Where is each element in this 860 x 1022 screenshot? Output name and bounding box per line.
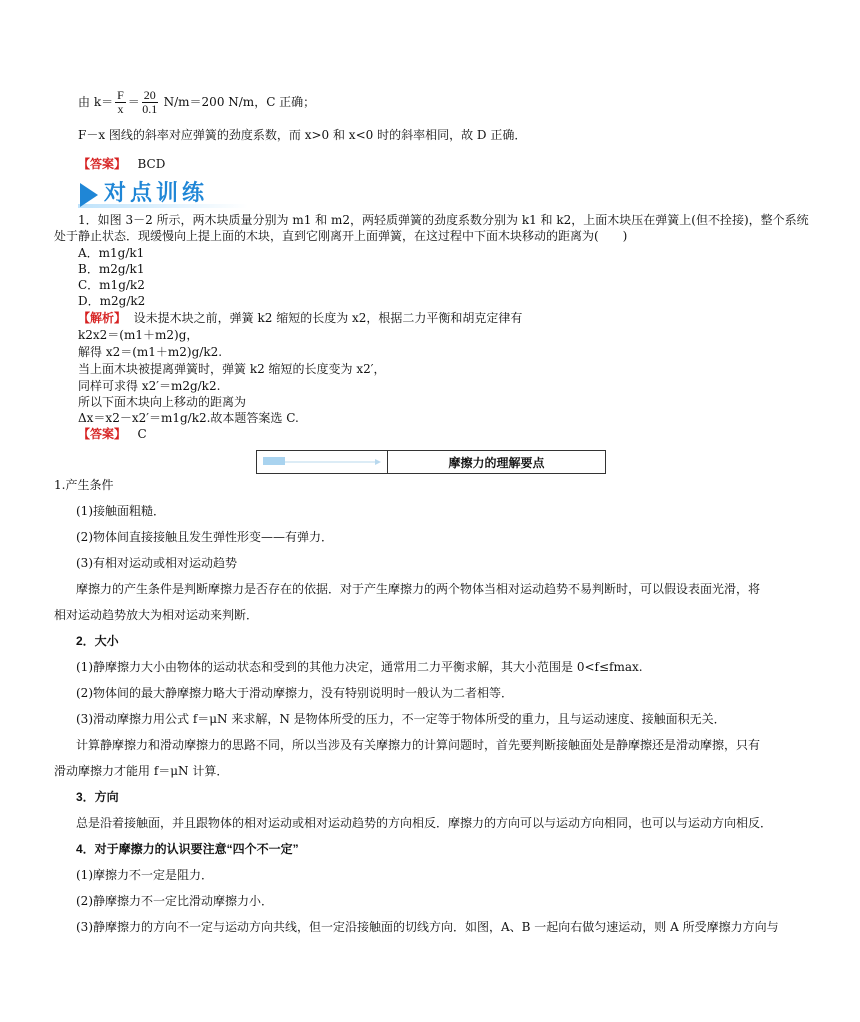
banner-title: 对点训练: [104, 181, 209, 206]
topic-decoration: [257, 451, 388, 473]
section-banner: [78, 180, 248, 210]
option-a: A．m1g/k1: [78, 246, 145, 260]
option-b: B．m2g/k1: [78, 262, 145, 276]
analysis-line-1: k2x2＝(m1＋m2)g，: [78, 328, 199, 342]
analysis-line-5: 所以下面木块向上移动的距离为: [78, 395, 247, 409]
option-c: C．m1g/k2: [78, 278, 145, 292]
s4-item-1: (1)摩擦力不一定是阻力．: [76, 868, 213, 882]
section-3-title: 3．方向: [76, 790, 119, 804]
analysis-line-0: 【解析】 设未提木块之前，弹簧 k2 缩短的长度为 x2，根据二力平衡和胡克定律有: [78, 311, 523, 325]
s1-para-a: 摩擦力的产生条件是判断摩擦力是否存在的依据．对于产生摩擦力的两个物体当相对运动趋势不易判断时，可以假设表面光滑，将: [76, 582, 761, 596]
analysis-line-2: 解得 x2＝(m1＋m2)g/k2.: [78, 345, 223, 359]
answer-line-1: 【答案】 BCD: [78, 157, 166, 171]
answer-line-2: 【答案】 C: [78, 427, 147, 441]
fraction-f-over-x: $\frac{F}{x}$: [117, 88, 124, 116]
answer-value-1: BCD: [137, 157, 166, 171]
section-4-title: 4．对于摩擦力的认识要注意“四个不一定”: [76, 842, 299, 856]
s1-item-3: (3)有相对运动或相对运动趋势: [76, 556, 237, 570]
analysis-line-3: 当上面木块被提离弹簧时，弹簧 k2 缩短的长度变为 x2′，: [78, 362, 386, 376]
answer-value-2: C: [137, 427, 147, 441]
s3-para: 总是沿着接触面，并且跟物体的相对运动或相对运动趋势的方向相反．摩擦力的方向可以与运动方向相同，也可以与运动方向相反．: [76, 816, 773, 830]
option-d: D．m2g/k2: [78, 294, 146, 308]
s2-item-2: (2)物体间的最大静摩擦力略大于滑动摩擦力，没有特别说明时一般认为二者相等．: [76, 686, 514, 700]
topic-title: 摩擦力的理解要点: [448, 455, 545, 470]
section-1-title: 1.产生条件: [54, 478, 114, 492]
s1-item-2: (2)物体间直接接触且发生弹性形变——有弹力．: [76, 530, 333, 544]
s2-para-b: 滑动摩擦力才能用 f＝μN 计算．: [54, 764, 229, 778]
s4-item-2: (2)静摩擦力不一定比滑动摩擦力小．: [76, 894, 273, 908]
analysis-line-6: Δx＝x2－x2′＝m1g/k2.故本题答案选 C.: [78, 411, 299, 425]
s1-para-b: 相对运动趋势放大为相对运动来判断．: [54, 608, 259, 622]
s2-para-a: 计算静摩擦力和滑动摩擦力的思路不同，所以当涉及有关摩擦力的计算问题时，首先要判断接触面处是静摩擦还是滑动摩擦，只有: [76, 738, 761, 752]
question-stem-2: 处于静止状态．现缓慢向上提上面的木块，直到它刚离开上面弹簧，在这过程中下面木块移动的距离为( ): [54, 229, 628, 243]
s2-item-3: (3)滑动摩擦力用公式 f＝μN 来求解，N 是物体所受的压力，不一定等于物体所受的重力，且与运动速度、接触面积无关．: [76, 712, 726, 726]
s4-item-3: (3)静摩擦力的方向不一定与运动方向共线，但一定沿接触面的切线方向．如图，A、B 一起向右做匀速运动，则 A 所受摩擦力方向与: [76, 920, 779, 934]
fraction-20-over-01: $\frac{20}{0.1}$: [142, 88, 158, 116]
formula-line: 由 k＝ $\frac{F}{x}$ ＝ $\frac{20}{0.1}$ N/m＝200 N/m，C 正确；: [78, 88, 316, 116]
section-2-title: 2．大小: [76, 634, 119, 648]
question-stem-1: 1．如图 3－2 所示，两木块质量分别为 m1 和 m2，两轻质弹簧的劲度系数分别为 k1 和 k2，上面木块压在弹簧上(但不拴接)，整个系统: [78, 213, 809, 227]
body-text: [54, 472, 812, 940]
s1-item-1: (1)接触面粗糙．: [76, 504, 165, 518]
analysis-line-4: 同样可求得 x2′＝m2g/k2.: [78, 379, 221, 393]
arrow-decoration-icon: [257, 451, 387, 473]
slope-explanation: F－x 图线的斜率对应弹簧的劲度系数，而 x>0 和 x<0 时的斜率相同，故 D 正确．: [78, 128, 527, 142]
s2-item-1: (1)静摩擦力大小由物体的运动状态和受到的其他力决定，通常用二力平衡求解，其大小范围是 0<f≤fmax.: [76, 660, 643, 674]
topic-box: [256, 450, 606, 474]
